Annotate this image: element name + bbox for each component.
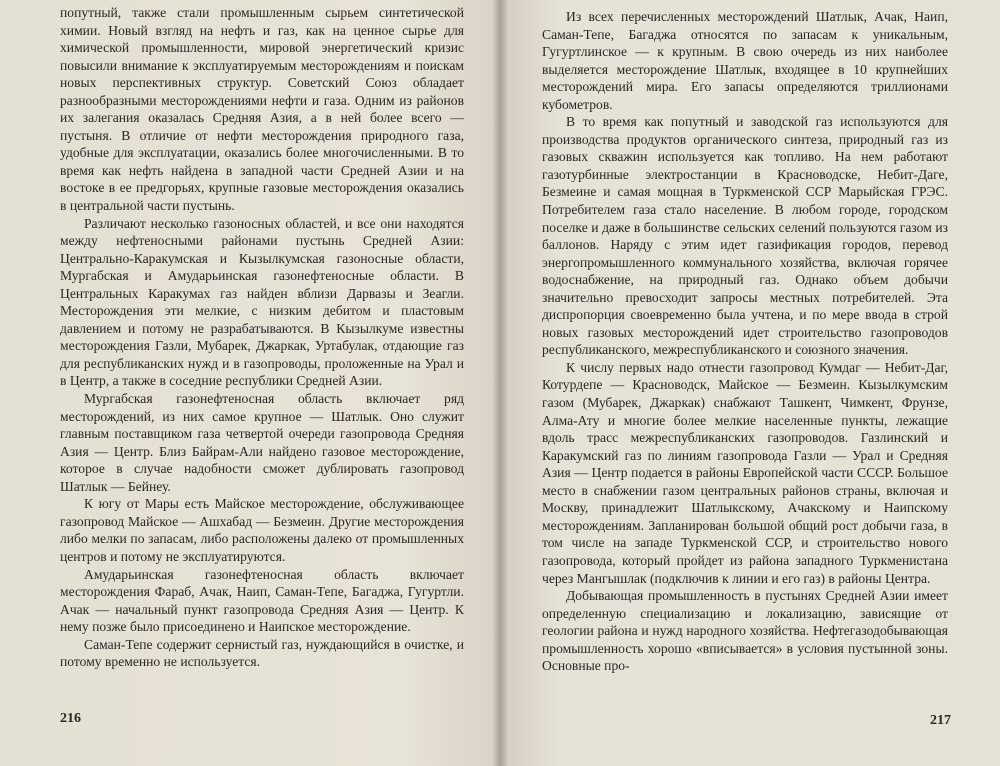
paragraph: К числу первых надо отнести газопровод Кумдаг — Небит-Даг, Котурдепе — Красноводск, Майское — Безмеин. Кызылкумским газом (Мубарек, Джаркак) снабжают Ташкент, Чимкент, Фрунзе, Алма-Ату и многие более мелкие населенные пункты, лежащие вдоль трасс межреспубликанских газопроводов. Газлинский и Каракумский газ по линиям газопровода Газли — Урал и Средняя Азия — Центр подается в районы Европейской части СССР. Большое место в снабжении газом центральных районов страны, включая и Москву, принадлежит Шатлыкскому, Ачакскому и Наипскому месторождениям. Запланирован большой общий рост добычи газа, в том числе на западе Туркменской ССР, и строительство нового газопровода, который пройдет из района западного Туркменистана через Мангышлак (подключив к линии и его газ) в районы Центра. bbox=[542, 359, 948, 586]
book-gutter bbox=[492, 0, 508, 766]
paragraph: попутный, также стали промышленным сырьем синтетической химии. Новый взгляд на нефть и газ, как на ценное сырье для химической промышленности, мировой энергетический кризис повысили внимание к эксплуатируемым месторождениям и поискам новых перспективных структур. Советский Союз обладает разнообразными месторождениями нефти и газа. Одним из районов их залегания оказалась Средняя Азия, а в ней более всего — пустыня. В отличие от нефти месторождения природного газа, удобные для эксплуатации, оказались более многочисленными. В то время как нефть найдена в западной части Средней Азии и на востоке в ее предгорьях, крупные газовые месторождения оказались в центральной части пустынь. bbox=[60, 5, 464, 214]
page-number-right: 217 bbox=[930, 713, 951, 728]
paragraph: Мургабская газонефтеносная область включает ряд месторождений, из них самое крупное — Шатлык. Оно служит главным поставщиком газа четвертой очереди газопровода Средняя Азия — Центр. Близ Байрам-Али найдено газовое месторождение, которое в случае надобности сможет дублировать газопровод Шатлык — Бейнеу. bbox=[60, 391, 464, 494]
paragraph: Добывающая промышленность в пустынях Средней Азии имеет определенную специализацию и локализацию, зависящие от геологии района и нужд народного хозяйства. Нефтегазодобывающая промышленность хорошо «вписывается» в условия пустынной зоны. Основные про- bbox=[542, 588, 948, 674]
right-page-text bbox=[542, 8, 948, 675]
paragraph: Саман-Тепе содержит сернистый газ, нуждающийся в очистке, и потому временно не используется. bbox=[60, 636, 464, 670]
paragraph: Из всех перечисленных месторождений Шатлык, Ачак, Наип, Саман-Тепе, Багаджа относятся по запасам к уникальным, Гугуртлинское — к крупным. В свою очередь из них наиболее выделяется месторождение Шатлык, входящее в 10 крупнейших месторождений мира. Его запасы определяются триллионами кубометров. bbox=[542, 9, 948, 112]
paragraph: Различают несколько газоносных областей, и все они находятся между нефтеносными районами пустынь Средней Азии: Центрально-Каракумская и Кызылкумская газоносные области, Мургабская и Амударьинская газонефтеносные области. В Центральных Каракумах газ найден вблизи Дарвазы и Зеагли. Месторождения эти мелкие, с низким дебитом и пластовым давлением и потому не разрабатываются. В Кызылкуме известны месторождения Газли, Мубарек, Джаркак, Уртабулак, отдающие газ для республиканских нужд и в газопроводы, проложенные на Урал и в Центр, а также в соседние республики Средней Азии. bbox=[60, 215, 464, 389]
page-number-left: 216 bbox=[60, 711, 81, 726]
paragraph: Амударьинская газонефтеносная область включает месторождения Фараб, Ачак, Наип, Саман-Тепе, Багаджа, Гугуртли. Ачак — начальный пункт газопровода Средняя Азия — Центр. К нему позже было присоединено и Наипское месторождение. bbox=[60, 566, 464, 635]
paragraph: В то время как попутный и заводской газ используются для производства продуктов органического синтеза, природный газ из газовых скважин используется как топливо. На нем работают газотурбинные электростанции в Красноводске, Небит-Даге, Безмеине и самая мощная в Туркменской ССР Марыйская ГРЭС. Потребителем газа стало население. В любом городе, городском поселке и даже в большинстве сельских селений пользуются газом из баллонов. Наряду с этим идет газификация городов, перевод энергопромышленного коммунального хозяйства, включая горячее водоснабжение, на природный газ. Однако объем добычи значительно превосходит запросы местных потребителей. Эта диспропорция своевременно была учтена, и по мере ввода в строй новых газовых месторождений идет строительство газопроводов республиканского, межреспубликанского и союзного значения. bbox=[542, 114, 948, 358]
left-page-text bbox=[60, 4, 464, 671]
paragraph: К югу от Мары есть Майское месторождение, обслуживающее газопровод Майское — Ашхабад — Безмеин. Другие месторождения либо мелки по запасам, либо расположены далеко от промышленных центров и потому не эксплуатируются. bbox=[60, 496, 464, 564]
right-page bbox=[500, 0, 1000, 766]
